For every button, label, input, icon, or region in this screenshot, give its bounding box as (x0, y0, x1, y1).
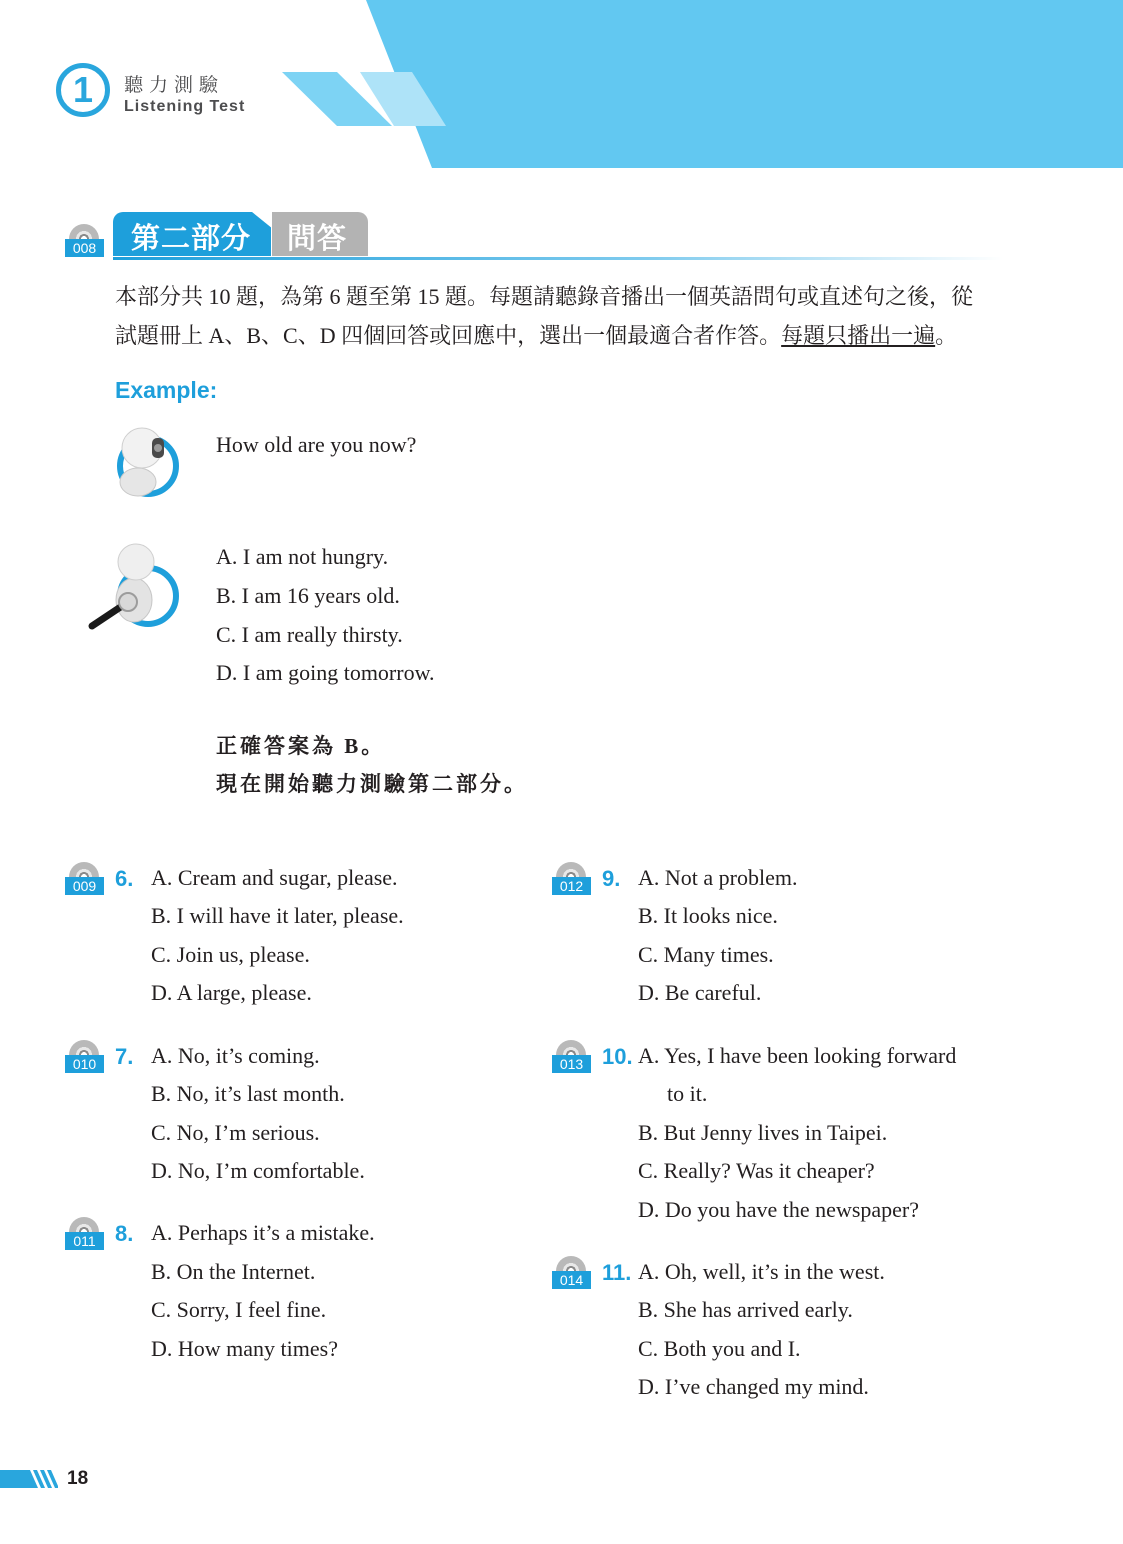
question-number: 11. (602, 1260, 632, 1285)
chapter-number: 1 (72, 69, 94, 110)
question-option[interactable]: D. Be careful. (638, 980, 762, 1005)
question-number: 8. (115, 1221, 134, 1246)
audio-track-icon[interactable] (65, 224, 105, 258)
question-option[interactable]: A. Cream and sugar, please. (151, 865, 398, 890)
question-option[interactable]: A. No, it’s coming. (151, 1043, 320, 1068)
track-number: 008 (65, 239, 104, 257)
question-option[interactable]: C. Really? Was it cheaper? (638, 1158, 875, 1183)
example-label: Example: (115, 377, 218, 403)
audio-track-icon[interactable] (65, 1217, 105, 1251)
audio-track-icon[interactable] (552, 1040, 592, 1074)
example-option-d: D. I am going tomorrow. (216, 660, 435, 685)
track-number: 012 (552, 877, 591, 895)
question-number: 6. (115, 866, 134, 891)
question-option[interactable]: A. Yes, I have been looking forward (638, 1043, 957, 1068)
section-divider (113, 257, 1003, 260)
question-option[interactable]: A. Oh, well, it’s in the west. (638, 1259, 885, 1284)
instructions-line-1: 本部分共 10 題，為第 6 題至第 15 題。每題請聽錄音播出一個英語問句或直述句之後，從 (115, 284, 974, 309)
audio-track-icon[interactable] (65, 1040, 105, 1074)
question-option[interactable]: C. Join us, please. (151, 942, 310, 967)
example-option-a: A. I am not hungry. (216, 544, 389, 569)
audio-track-icon[interactable] (552, 1256, 592, 1290)
question-option[interactable]: B. No, it’s last month. (151, 1081, 345, 1106)
question-option[interactable]: D. A large, please. (151, 980, 312, 1005)
footer-stripes (0, 1470, 58, 1488)
track-number: 013 (552, 1055, 591, 1073)
question-option[interactable]: B. I will have it later, please. (151, 903, 404, 928)
example-answer-note: 正確答案為 B。 (216, 734, 386, 758)
question-option[interactable]: C. Sorry, I feel fine. (151, 1297, 327, 1322)
question-option[interactable]: A. Perhaps it’s a mistake. (151, 1220, 375, 1245)
question-option[interactable]: A. Not a problem. (638, 865, 798, 890)
audio-track-icon[interactable] (65, 862, 105, 896)
question-option[interactable]: D. No, I’m comfortable. (151, 1158, 365, 1183)
section-type-label: 問答 (287, 223, 348, 255)
section-part-label: 第二部分 (131, 223, 252, 255)
question-option[interactable]: B. But Jenny lives in Taipei. (638, 1120, 888, 1145)
magnifier-figure-icon (86, 540, 186, 632)
question-option[interactable]: D. I’ve changed my mind. (638, 1374, 869, 1399)
chapter-title-zh: 聽力測驗 (124, 75, 225, 96)
question-number: 9. (602, 866, 621, 891)
question-number: 7. (115, 1044, 134, 1069)
question-number: 10. (602, 1044, 633, 1069)
page-number: 18 (67, 1468, 89, 1489)
track-number: 010 (65, 1055, 104, 1073)
question-option-continuation[interactable]: to it. (667, 1081, 708, 1106)
question-option[interactable]: B. On the Internet. (151, 1259, 316, 1284)
track-number: 011 (65, 1232, 104, 1250)
example-option-b: B. I am 16 years old. (216, 583, 400, 608)
example-start-note: 現在開始聽力測驗第二部分。 (216, 772, 528, 796)
audio-track-icon[interactable] (552, 862, 592, 896)
chapter-title-en: Listening Test (124, 98, 246, 115)
question-option[interactable]: C. Many times. (638, 942, 774, 967)
question-option[interactable]: D. Do you have the newspaper? (638, 1197, 920, 1222)
question-option[interactable]: B. She has arrived early. (638, 1297, 853, 1322)
track-number: 009 (65, 877, 104, 895)
question-option[interactable]: C. Both you and I. (638, 1336, 801, 1361)
question-option[interactable]: B. It looks nice. (638, 903, 778, 928)
instructions-line-2: 試題冊上 A、B、C、D 四個回答或回應中，選出一個最適合者作答。每題只播出一遍。 (115, 323, 958, 348)
question-option[interactable]: C. No, I’m serious. (151, 1120, 320, 1145)
question-option[interactable]: D. How many times? (151, 1336, 338, 1361)
example-question: How old are you now? (216, 432, 417, 457)
example-option-c: C. I am really thirsty. (216, 622, 403, 647)
instructions-emphasis: 每題只播出一遍 (781, 323, 936, 348)
listener-figure-icon (108, 420, 184, 500)
track-number: 014 (552, 1271, 591, 1289)
